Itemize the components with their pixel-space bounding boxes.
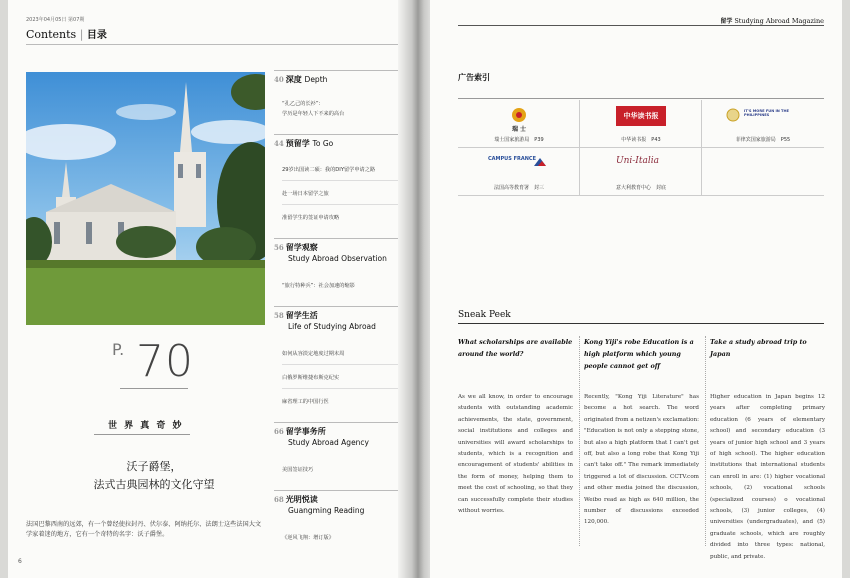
column-divider <box>579 336 580 546</box>
issue-line: 2023年04月05日 第07期 <box>26 17 85 23</box>
toc-num: 66 <box>274 427 284 436</box>
feature-title-line2: 法式古典园林的文化守望 <box>93 478 215 491</box>
ad-logo-text: 瑞 士 <box>511 126 527 133</box>
toc-num: 40 <box>274 75 284 84</box>
ad-rule <box>458 98 824 99</box>
sneak-column-kong-yiji <box>584 336 699 529</box>
column-question[interactable]: Take a study abroad trip to Japan <box>710 338 807 358</box>
toc-item[interactable]: 麻省理工的中国行医 <box>282 399 329 405</box>
emblem-icon <box>726 108 740 122</box>
column-question[interactable]: Kong Yiji's robe Education is a high platform which young people cannot get off <box>584 338 694 370</box>
ad-logo-text: 中华读书报 <box>616 106 666 126</box>
toc-item[interactable]: 赴一场日本留学之旅 <box>282 191 329 197</box>
toc-item[interactable]: 白俄罗斯维捷布斯克纪实 <box>282 375 340 381</box>
toc-sub: Life of Studying Abroad <box>288 322 376 331</box>
toc-sub: Study Abroad Agency <box>288 438 369 447</box>
section-rule <box>94 434 190 435</box>
church-photo <box>26 72 265 325</box>
toc-item-rule <box>282 364 400 365</box>
toc-section-depth[interactable] <box>274 70 398 85</box>
toc-item[interactable]: “旅行特种兵”：社会加速的缩影 <box>282 283 355 289</box>
toc-sub: Study Abroad Observation <box>288 254 387 263</box>
ad-caption: 瑞士国家旅游局 P39 <box>494 137 544 143</box>
column-body: Recently, "Kong Yiji Literature" has become a hot search. The word originated from a netizen's exclamation: "Education is not only a stepping stone, but also a high platform that I can't get off, but also a long robe that Kong Yiji can't take off." The remark immediately triggered a lot of discussion. CCTV.com and other media joined the discussion, Weibo read as high as 640 million, the number of discussions exceeded 120,000. <box>584 394 699 526</box>
sneak-peek-rule <box>458 323 824 324</box>
page-mark: P. <box>112 340 125 359</box>
toc-section-life[interactable] <box>274 306 398 331</box>
toc-cn: 深度 <box>285 74 302 84</box>
ad-cell-empty <box>702 148 824 196</box>
ad-caption: 法国高等教育署 封三 <box>493 185 544 191</box>
toc-num: 68 <box>274 495 284 504</box>
toc-cn: 留学事务所 <box>285 426 326 436</box>
toc-item[interactable]: 如何从容淡定地度过期末周 <box>282 351 345 357</box>
toc-en: To Go <box>312 139 334 148</box>
toc-section-observation[interactable] <box>274 238 398 263</box>
contents-cn: 目录 <box>86 30 107 41</box>
toc-item[interactable]: “孔乙己的长衫”： <box>282 101 324 107</box>
toc-item-rule <box>282 204 400 205</box>
contents-en: Contents <box>26 28 77 41</box>
toc-cn: 光明悦读 <box>285 494 318 504</box>
column-body: As we all know, in order to encourage students with outstanding academic achievements, the state, government, social institutions and colleges and universities will award scholarships to students, which is a recognition and encouragement of students' abilities in the form of money, helping them to meet the cost of schooling, so that they can successfully complete their studies without worries. <box>458 394 573 515</box>
toc-item-rule <box>282 388 400 389</box>
toc-item[interactable]: 美国签证技巧 <box>282 467 314 473</box>
ad-logo-text: Uni-Italia <box>616 156 659 166</box>
ad-caption: 中华读书报 P43 <box>621 137 661 143</box>
feature-title-line1: 沃子爵堡， <box>126 460 182 473</box>
toc-sub: Guangming Reading <box>288 506 365 515</box>
ad-caption: 意大利教育中心 封底 <box>615 185 666 191</box>
toc-cn: 留学观察 <box>285 242 318 252</box>
toc-num: 44 <box>274 139 284 148</box>
toc-item[interactable]: 29岁出国读二硕：我的DIY留学申请之路 <box>282 167 376 173</box>
swiss-flower-icon <box>507 106 531 124</box>
right-page <box>430 0 842 578</box>
toc-section-reading[interactable] <box>274 490 398 515</box>
column-question[interactable]: What scholarships are available around the world? <box>458 338 573 358</box>
toc-section-to-go[interactable] <box>274 134 398 149</box>
folio: 6 <box>18 558 22 565</box>
sneak-column-japan <box>710 336 825 563</box>
ad-cell-swiss[interactable] <box>458 100 580 148</box>
ad-caption: 菲律宾国家旅游局 P55 <box>735 137 791 143</box>
toc-item[interactable]: 学历是年轻人下不来的高台 <box>282 111 345 117</box>
ad-index-heading: 广告索引 <box>458 72 490 82</box>
column-divider <box>705 336 706 546</box>
toc-cn: 留学生活 <box>285 310 318 320</box>
column-body: Higher education in Japan begins 12 years after completing primary education (6 years of elementary school) and secondary education (3 years of junior high school and 3 years of high school). The higher education institutions that international students can enroll in are: (1) higher vocational schools, (2) vocational schools (specialized courses) o vocational schools, (3) junior colleges, (4) universities (undergraduates), and (5) graduate schools, which are roughly divided into three types: national, public, and private. <box>710 394 825 560</box>
ad-logo-text: IT'S MORE FUN IN THE PHILIPPINES <box>744 109 789 117</box>
magazine-logo: 留学 <box>720 18 733 25</box>
ad-cell-uni-italia[interactable] <box>580 148 702 196</box>
magazine-name: Studying Abroad Magazine <box>734 17 824 25</box>
triangle-logo-icon <box>532 156 548 168</box>
ad-cell-campus-france[interactable] <box>458 148 580 196</box>
ad-logo-text: CAMPUS FRANCE <box>488 156 536 162</box>
ad-cell-philippines[interactable] <box>702 100 824 148</box>
toc-item[interactable]: 《逆风飞翔：增订版》 <box>282 535 334 541</box>
page-number: 70 <box>136 336 194 387</box>
contents-heading: Contents | 目录 <box>26 28 107 41</box>
top-rule <box>458 25 824 26</box>
toc-item-rule <box>282 180 400 181</box>
feature-description: 法国巴黎西南的远郊，有一个曾经使拉封丹、伏尔泰、阿纳托尔、法朗士这些法国大文学家着迷的地方，它有一个奇特的名字：沃子爵堡。 <box>26 521 262 538</box>
sneak-column-scholarships <box>458 336 573 517</box>
ad-cell-reading-newspaper[interactable] <box>580 100 702 148</box>
page-rule <box>120 388 188 389</box>
section-title: 世 界 真 奇 妙 <box>108 421 184 431</box>
toc-num: 58 <box>274 311 284 320</box>
toc-section-agency[interactable] <box>274 422 398 447</box>
left-page <box>8 0 406 578</box>
toc-cn: 预留学 <box>285 138 310 148</box>
top-rule <box>26 44 406 45</box>
feature-title <box>44 458 264 494</box>
toc-num: 56 <box>274 243 284 252</box>
toc-item[interactable]: 准留学生的签证申请攻略 <box>282 215 340 221</box>
sneak-peek-heading: Sneak Peek <box>458 310 511 320</box>
ad-index-grid <box>458 100 824 196</box>
toc-en: Depth <box>304 75 328 84</box>
